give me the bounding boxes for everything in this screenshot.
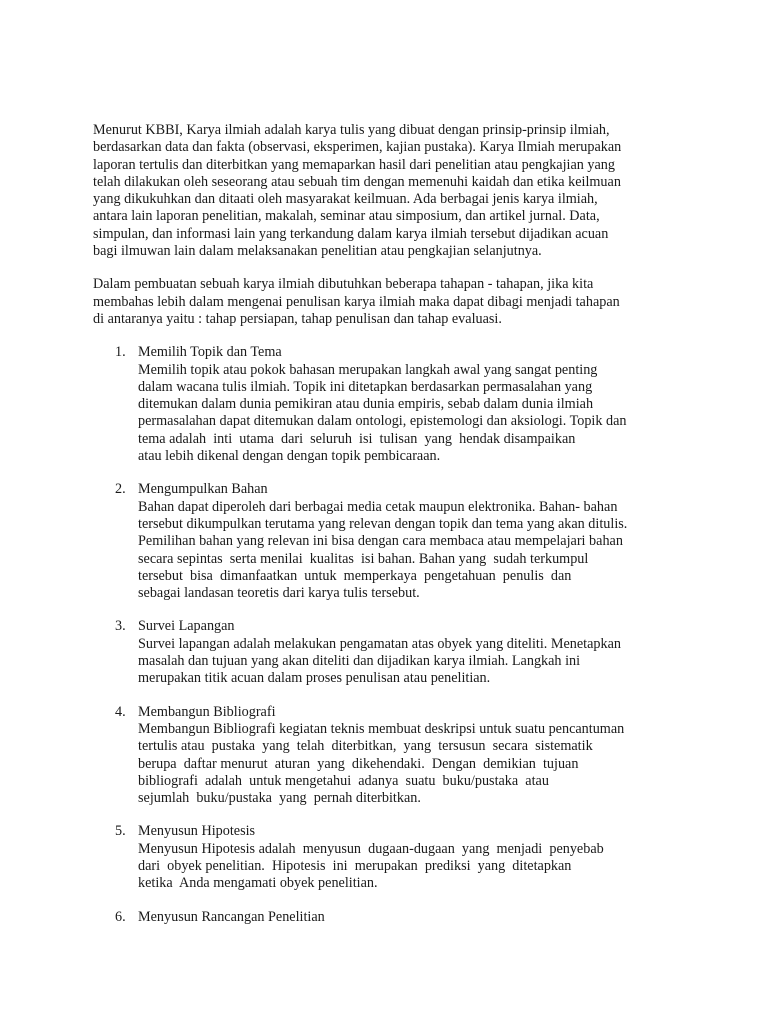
list-item — [93, 909, 673, 926]
list-item-line: dalam wacana tulis ilmiah. Topik ini ditetapkan berdasarkan permasalahan yang — [138, 378, 593, 395]
list-number: 2. — [115, 481, 126, 498]
stages-list — [93, 344, 673, 926]
list-item-line: Pemilihan bahan yang relevan ini bisa dengan cara membaca atau mempelajari bahan — [138, 533, 623, 550]
list-item-line: merupakan titik acuan dalam proses penulisan atau penelitian. — [138, 670, 491, 687]
list-item-title: Membangun Bibliografi — [138, 703, 276, 720]
list-item-title: Menyusun Rancangan Penelitian — [138, 908, 325, 925]
list-item-line: tersebut dikumpulkan terutama yang relevan dengan topik dan tema yang akan ditulis. — [138, 515, 628, 532]
intro-line: telah dilakukan oleh seseorang atau sebuah tim dengan memenuhi kaidah dan etika keilmuan — [93, 173, 621, 190]
stages-line: Dalam pembuatan sebuah karya ilmiah dibutuhkan beberapa tahapan - tahapan, jika kita — [93, 276, 594, 293]
list-item-line: Memilih topik atau pokok bahasan merupakan langkah awal yang sangat penting — [138, 361, 598, 378]
list-number: 6. — [115, 908, 126, 925]
intro-line: simpulan, dan informasi lain yang terkandung dalam karya ilmiah tersebut dijadikan acuan — [93, 225, 609, 242]
stages-line: membahas lebih dalam mengenai penulisan karya ilmiah maka dapat dibagi menjadi tahapan — [93, 293, 620, 310]
list-item-line: Membangun Bibliografi kegiatan teknis membuat deskripsi untuk suatu pencantuman — [138, 720, 625, 737]
intro-line: Menurut KBBI, Karya ilmiah adalah karya tulis yang dibuat dengan prinsip-prinsip ilmiah, — [93, 122, 610, 138]
list-item — [93, 704, 673, 808]
list-item — [93, 344, 673, 465]
list-item-line: ketika Anda mengamati obyek penelitian. — [138, 875, 378, 892]
list-number: 4. — [115, 703, 126, 720]
list-item-line: atau lebih dikenal dengan dengan topik pembicaraan. — [138, 448, 441, 465]
stages-paragraph — [93, 276, 673, 328]
list-item-line: tersebut bisa dimanfaatkan untuk memperkaya pengetahuan penulis dan — [138, 567, 572, 584]
list-item-line: Survei lapangan adalah melakukan pengamatan atas obyek yang diteliti. Menetapkan — [138, 635, 621, 652]
list-item-title: Mengumpulkan Bahan — [138, 481, 268, 498]
list-item-line: tema adalah inti utama dari seluruh isi tulisan yang hendak disampaikan — [138, 430, 576, 447]
list-item — [93, 481, 673, 602]
list-item-line: berupa daftar menurut aturan yang dikehendaki. Dengan demikian tujuan — [138, 755, 579, 772]
intro-line: bagi ilmuwan lain dalam melaksanakan penelitian atau pengkajian selanjutnya. — [93, 243, 542, 260]
intro-line: laporan tertulis dan diterbitkan yang memaparkan hasil dari penelitian atau pengkajian yang — [93, 156, 615, 173]
list-item-title: Memilih Topik dan Tema — [138, 344, 282, 361]
list-item-line: tertulis atau pustaka yang telah diterbitkan, yang tersusun secara sistematik — [138, 738, 593, 755]
document-page — [93, 122, 673, 942]
list-item-line: permasalahan dapat ditemukan dalam ontologi, epistemologi dan aksiologi. Topik dan — [138, 413, 627, 430]
list-item-line: Bahan dapat diperoleh dari berbagai media cetak maupun elektronika. Bahan- bahan — [138, 498, 618, 515]
intro-line: yang dikukuhkan dan ditaati oleh masyarakat keilmuan. Ada berbagai jenis karya ilmiah, — [93, 191, 598, 208]
list-item-line: secara sepintas serta menilai kualitas isi bahan. Bahan yang sudah terkumpul — [138, 550, 589, 567]
list-item-line: masalah dan tujuan yang akan diteliti dan dijadikan karya ilmiah. Langkah ini — [138, 653, 581, 670]
intro-paragraph — [93, 122, 673, 260]
intro-line: berdasarkan data dan fakta (observasi, eksperimen, kajian pustaka). Karya Ilmiah merupakan — [93, 139, 622, 156]
list-item-line: sejumlah buku/pustaka yang pernah diterbitkan. — [138, 790, 421, 807]
list-item-title: Menyusun Hipotesis — [138, 823, 256, 840]
list-item-line: bibliografi adalah untuk mengetahui adanya suatu buku/pustaka atau — [138, 772, 549, 789]
intro-line: antara lain laporan penelitian, makalah, seminar atau simposium, dan artikel jurnal. Data, — [93, 208, 600, 225]
list-number: 3. — [115, 618, 126, 635]
stages-line: di antaranya yaitu : tahap persiapan, tahap penulisan dan tahap evaluasi. — [93, 310, 502, 327]
list-item-line: dari obyek penelitian. Hipotesis ini merupakan prediksi yang ditetapkan — [138, 857, 572, 874]
list-item-line: Menyusun Hipotesis adalah menyusun dugaan-dugaan yang menjadi penyebab — [138, 840, 604, 857]
list-item-line: ditemukan dalam dunia pemikiran atau dunia empiris, sebab dalam dunia ilmiah — [138, 396, 594, 413]
list-item — [93, 823, 673, 892]
list-item-line: sebagai landasan teoretis dari karya tulis tersebut. — [138, 585, 420, 602]
list-item-title: Survei Lapangan — [138, 618, 235, 635]
list-number: 5. — [115, 823, 126, 840]
list-item — [93, 618, 673, 687]
list-number: 1. — [115, 344, 126, 361]
